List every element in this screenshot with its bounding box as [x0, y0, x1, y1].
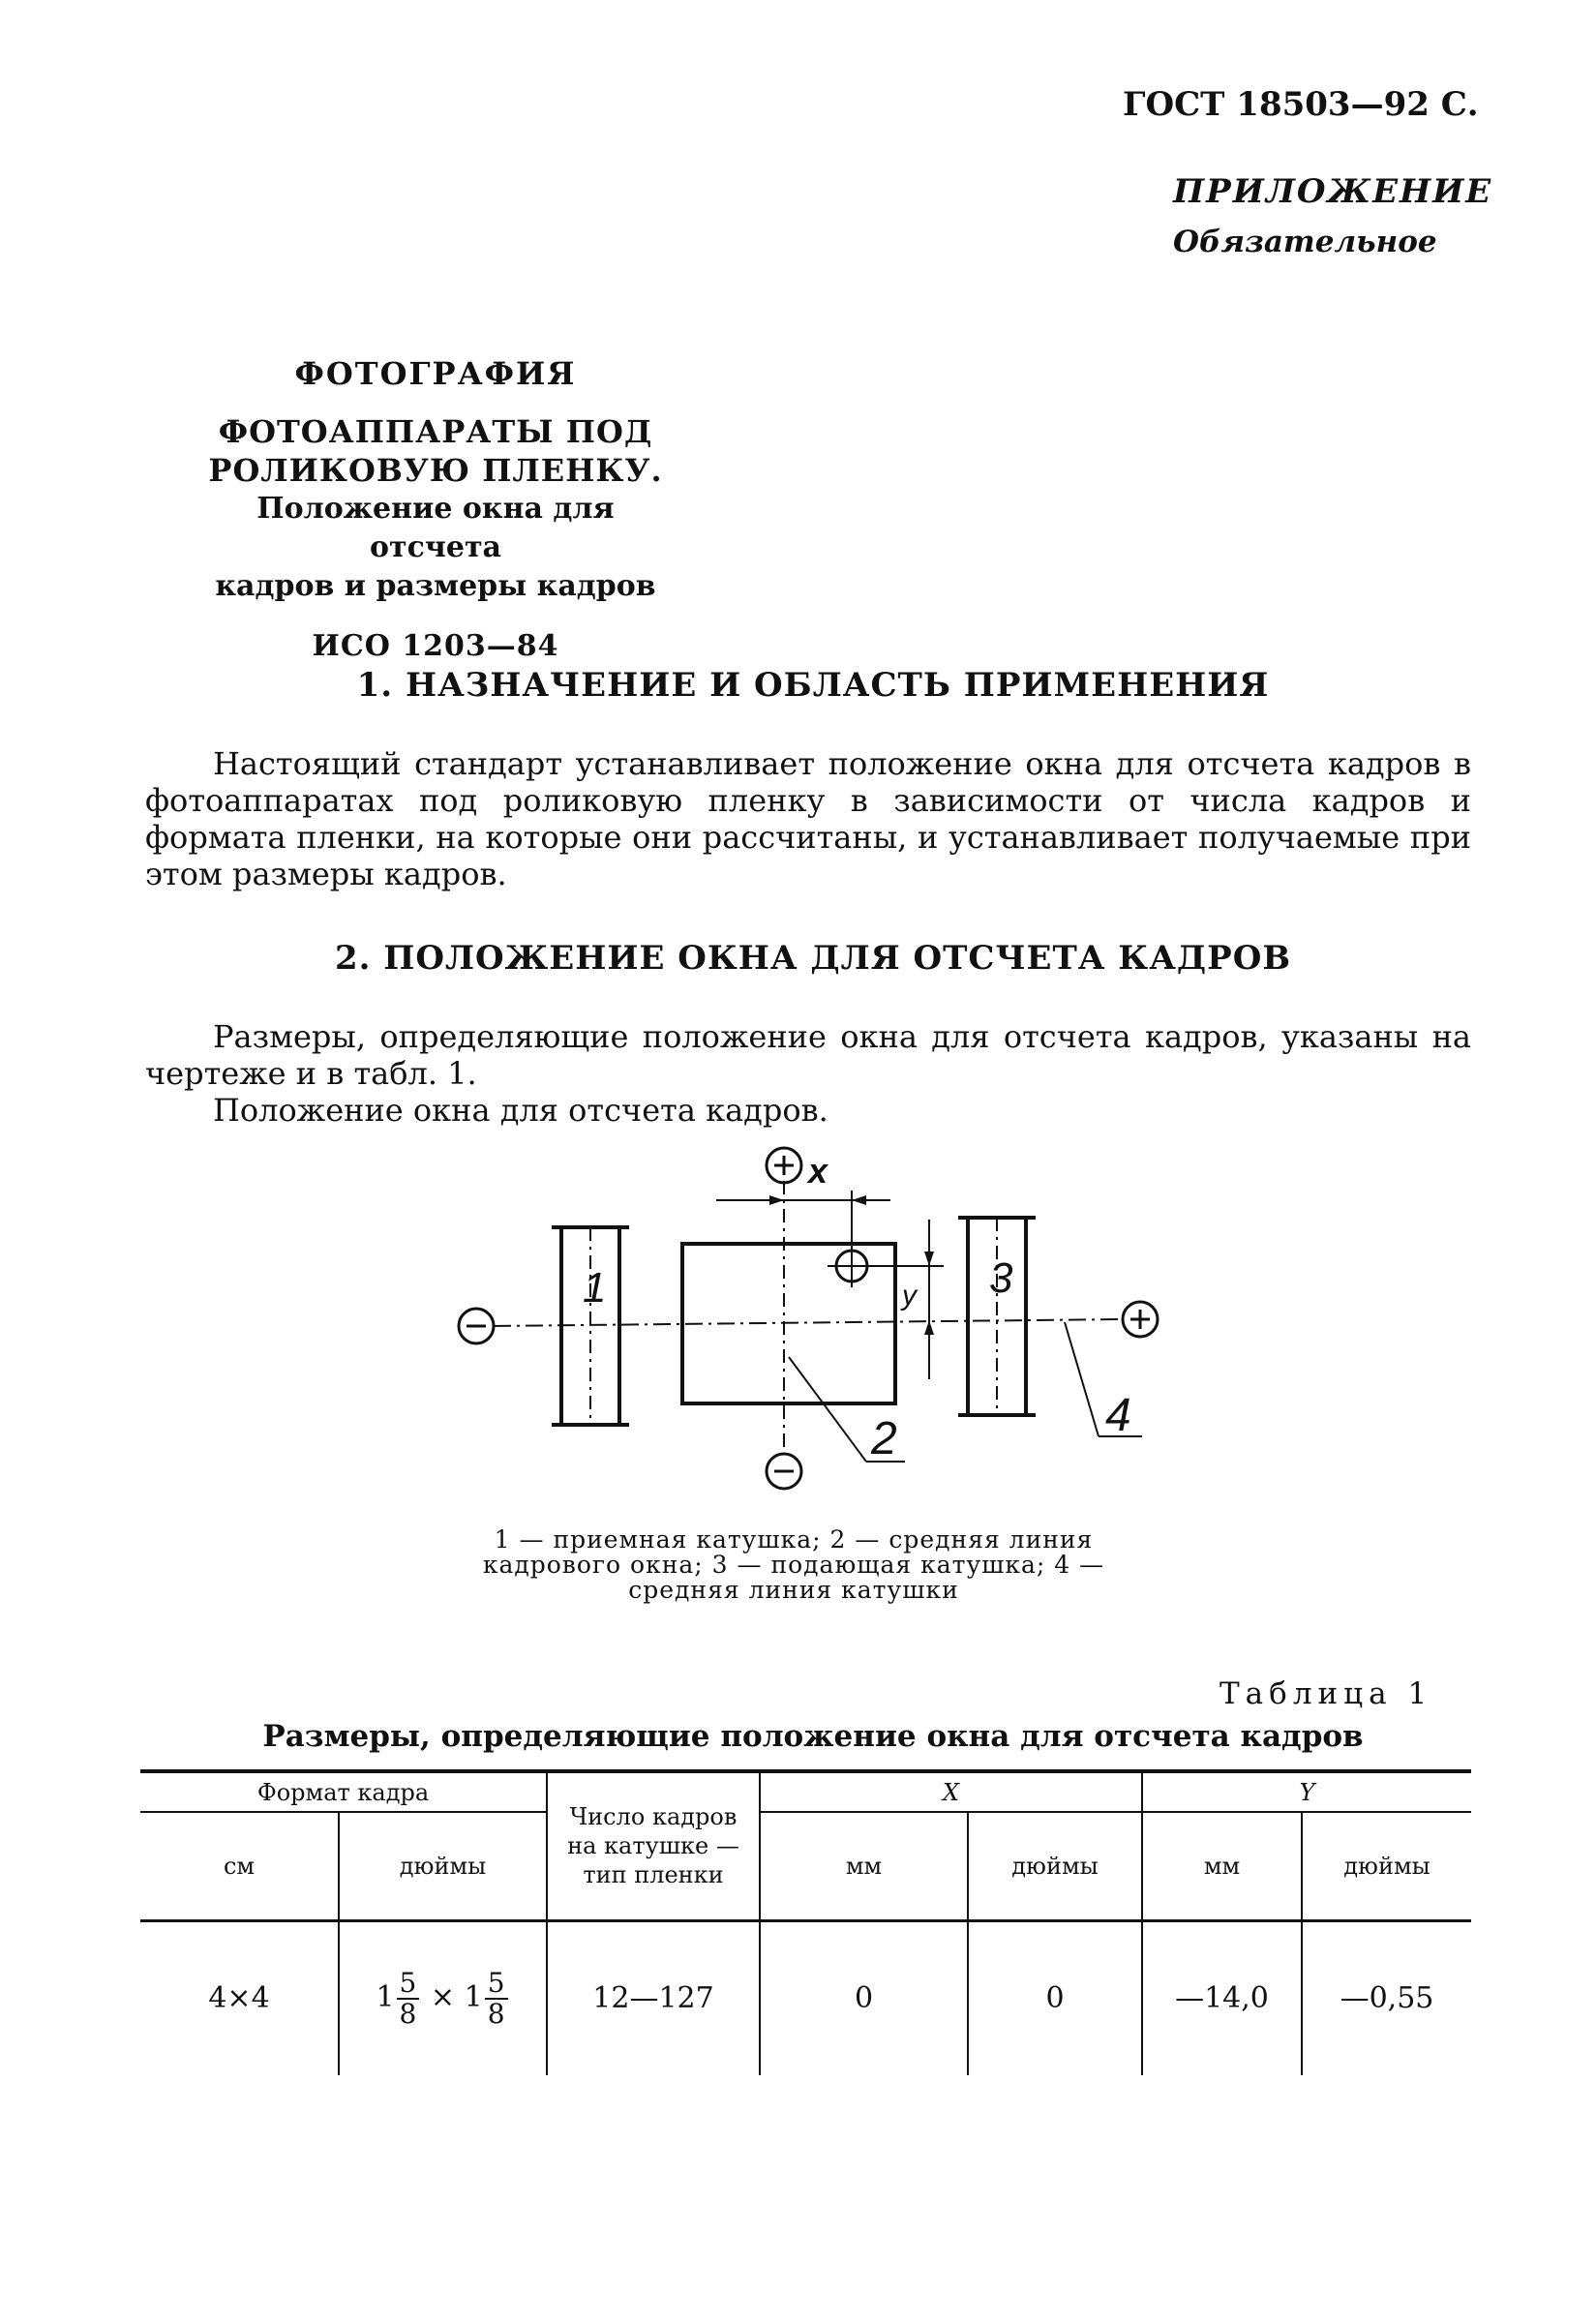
section-2-text-1: Размеры, определяющие положение окна для отсчета кадров, указаны на чертеже и в табл. 1. — [145, 1018, 1471, 1092]
cell-inches: 1 $\frac{5}{8}$ × 1 $\frac{5}{8}$ — [339, 1920, 547, 2075]
cell-y-inches: —0,55 — [1302, 1920, 1471, 2075]
label-2: 2 — [871, 1413, 897, 1464]
cell-x-inches: 0 — [968, 1920, 1142, 2075]
title-line-4: Положение окна для отсчета — [256, 492, 615, 564]
frame-window-diagram — [426, 1142, 1200, 1529]
label-3: 3 — [989, 1254, 1013, 1302]
dimensions-table — [140, 1769, 1471, 2075]
header-y-inches: дюймы — [1302, 1812, 1471, 1920]
cell-y-mm: —14,0 — [1142, 1920, 1302, 2075]
title-line-6: ИСО 1203—84 — [312, 629, 559, 663]
header-y-mm: мм — [1142, 1812, 1302, 1920]
header-x: X — [760, 1771, 1142, 1812]
standard-title-block — [194, 354, 678, 666]
header-format: Формат кадра — [256, 1778, 430, 1806]
plus-marker-right — [1123, 1302, 1158, 1337]
section-1-heading: 1. НАЗНАЧЕНИЕ И ОБЛАСТЬ ПРИМЕНЕНИЯ — [356, 666, 1270, 705]
section-2-text-2: Положение окна для отсчета кадров. — [213, 1092, 828, 1129]
document-code: ГОСТ 18503—92 С. — [1123, 85, 1479, 124]
header-x-mm: мм — [760, 1812, 968, 1920]
supply-spool — [958, 1218, 1036, 1415]
table-row — [140, 1920, 1471, 2075]
minus-marker-left — [459, 1309, 494, 1343]
label-y: y — [902, 1280, 917, 1312]
header-count: Число кадров на катушке — тип пленки — [547, 1771, 760, 1920]
cell-count: 12—127 — [547, 1920, 760, 2075]
label-4: 4 — [1105, 1390, 1131, 1441]
section-1-text: Настоящий стандарт устанавливает положение окна для отсчета кадров в фотоаппаратах под роликовую пленку в зависимости от числа кадров и формата пленки, на которые они рассчитаны, и устанавливает получаемые при этом размеры кадров. — [145, 745, 1471, 892]
title-line-1: ФОТОГРАФИЯ — [294, 355, 577, 392]
appendix-title: ПРИЛОЖЕНИЕ — [1173, 172, 1493, 211]
title-line-5: кадров и размеры кадров — [215, 569, 656, 603]
cell-x-mm: 0 — [760, 1920, 968, 2075]
cell-cm: 4×4 — [208, 1981, 270, 2016]
spool-center-line — [494, 1319, 1123, 1326]
header-x-inches: дюймы — [968, 1812, 1142, 1920]
header-inches: дюймы — [339, 1812, 547, 1920]
table-title: Размеры, определяющие положение окна для отсчета кадров — [262, 1719, 1364, 1754]
minus-marker-bottom — [767, 1454, 801, 1489]
header-cm: см — [140, 1812, 339, 1920]
label-x: x — [808, 1151, 828, 1191]
title-line-2: ФОТОАППАРАТЫ ПОД — [218, 413, 653, 450]
section-2-heading: 2. ПОЛОЖЕНИЕ ОКНА ДЛЯ ОТСЧЕТА КАДРОВ — [334, 939, 1292, 978]
header-y: Y — [1142, 1771, 1471, 1812]
label-1: 1 — [583, 1264, 607, 1312]
table-label: Таблица 1 — [1220, 1676, 1433, 1711]
plus-marker-top — [767, 1148, 801, 1183]
appendix-subtitle: Обязательное — [1173, 225, 1437, 259]
title-line-3: РОЛИКОВУЮ ПЛЕНКУ. — [208, 452, 663, 489]
figure-caption: 1 — приемная катушка; 2 — средняя линия кадрового окна; 3 — подающая катушка; 4 — средняя линия катушки — [482, 1525, 1105, 1604]
